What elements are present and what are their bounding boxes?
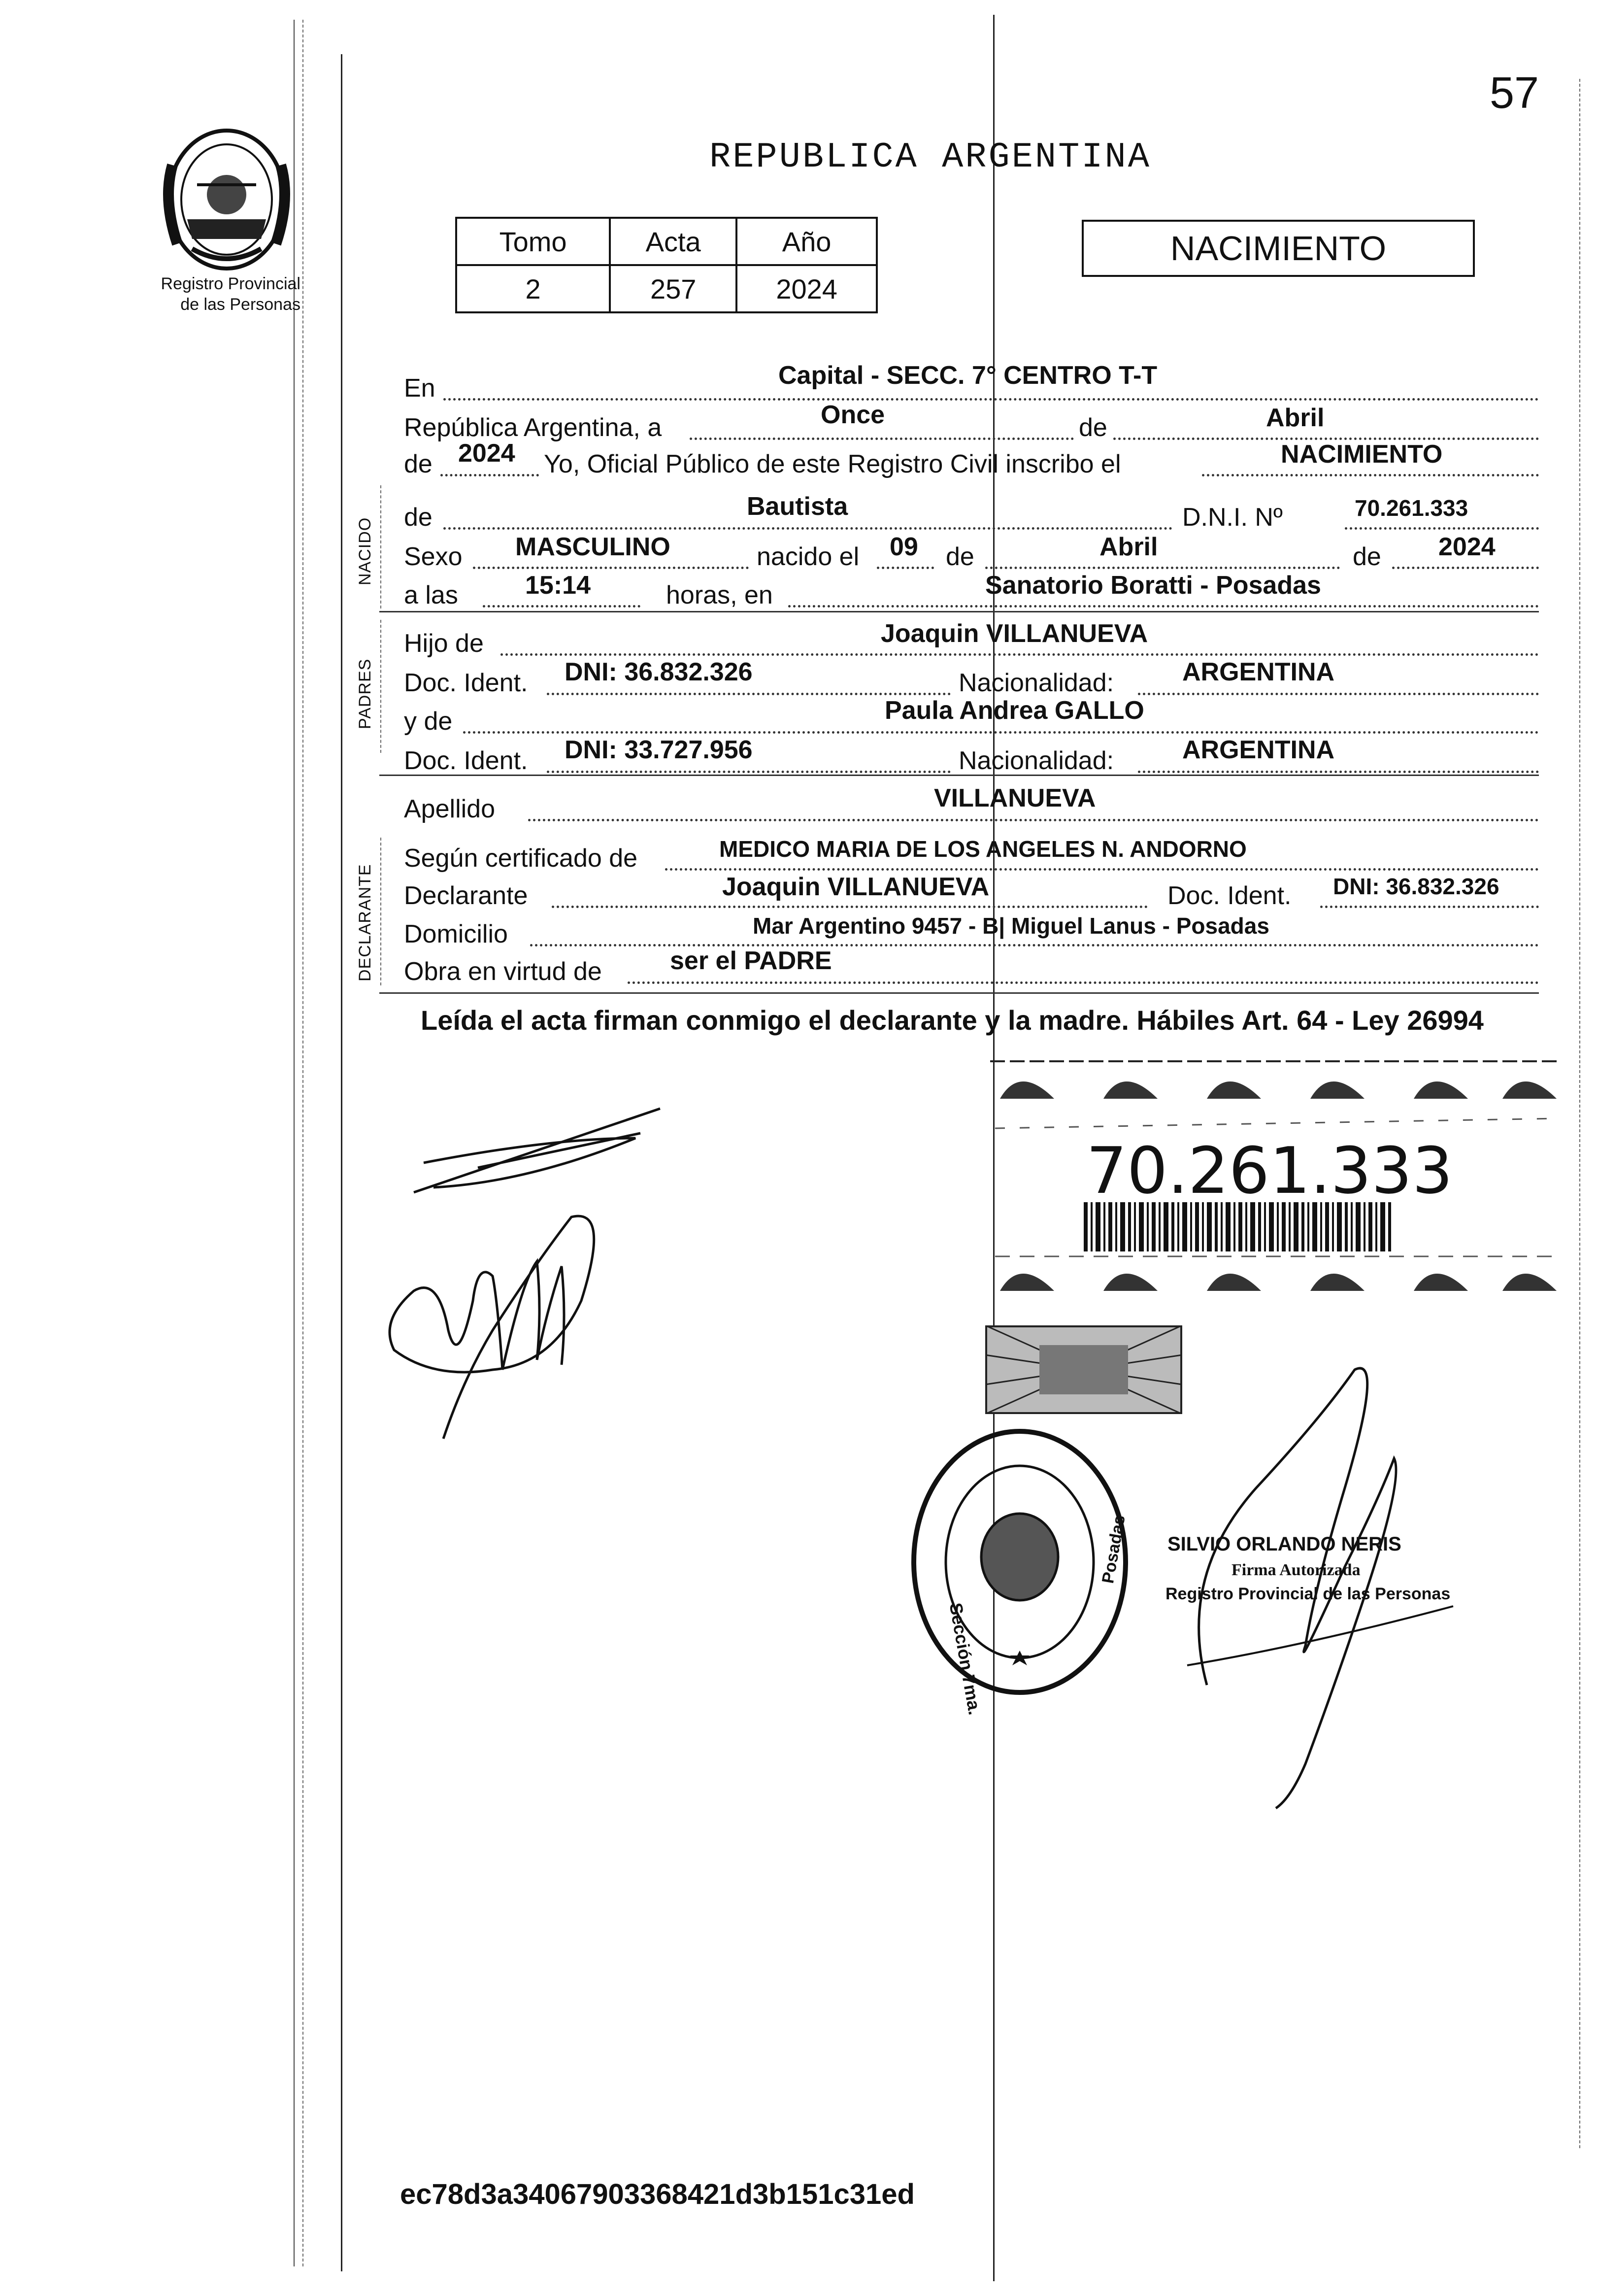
obra-dots (628, 981, 1539, 984)
y-de-label: y de (404, 707, 453, 736)
section-divider (379, 992, 1539, 994)
birth-month-dots (985, 567, 1340, 569)
segun-value: MEDICO MARIA DE LOS ANGELES N. ANDORNO (719, 836, 1247, 862)
doc-ident-label-3: Doc. Ident. (1167, 881, 1292, 910)
madre-nac-value: ARGENTINA (1182, 736, 1335, 764)
madre-doc-dots (547, 771, 951, 773)
madre-dots (463, 731, 1539, 734)
declarante-section-label: DECLARANTE (356, 864, 374, 981)
inscribo-value: NACIMIENTO (1281, 440, 1443, 469)
page-number: 57 (1490, 68, 1539, 118)
birth-year-dots (1392, 567, 1539, 569)
birth-month-value: Abril (1099, 533, 1158, 561)
padre-nac-value: ARGENTINA (1182, 658, 1335, 686)
dni-dots (1345, 527, 1539, 530)
declarante-dots (552, 906, 1148, 908)
en-label: En (404, 374, 435, 403)
apellido-label: Apellido (404, 795, 496, 823)
de-label-3: de (946, 542, 974, 571)
obra-value: ser el PADRE (670, 946, 832, 975)
closing-note: Leída el acta firman conmigo el declarante y la madre. Hábiles Art. 64 - Ley 26994 (421, 1005, 1484, 1036)
sexo-label: Sexo (404, 542, 463, 571)
dni-label: D.N.I. Nº (1182, 503, 1283, 532)
madre-doc-value: DNI: 33.727.956 (565, 736, 753, 764)
margin-rule (341, 54, 342, 2271)
hijo-de-label: Hijo de (404, 629, 484, 658)
section-divider (379, 775, 1539, 776)
year-value: 2024 (458, 439, 515, 468)
padres-section-label: PADRES (356, 658, 374, 729)
record-type-box: NACIMIENTO (1082, 220, 1475, 277)
nacido-section-label: NACIDO (356, 517, 374, 585)
nombre-value: Bautista (747, 492, 848, 521)
declarante-bracket (380, 838, 381, 985)
register-table-values (456, 265, 877, 312)
padre-value: Joaquin VILLANUEVA (881, 619, 1148, 648)
signer-title: Firma Autorizada (1232, 1561, 1361, 1579)
padre-doc-value: DNI: 36.832.326 (565, 658, 753, 686)
birth-year-value: 2024 (1438, 533, 1496, 561)
registry-line-2: de las Personas (180, 295, 300, 314)
madre-nac-dots (1138, 771, 1539, 773)
seal-inner-text-1: Sección 7ma. (945, 1601, 985, 1717)
padre-doc-dots (547, 693, 951, 695)
registry-name (123, 273, 300, 315)
sexo-dots (473, 567, 749, 569)
day-value: Once (821, 401, 885, 429)
padre-dots (500, 653, 1539, 656)
seal-inner-text-2: Posadas (1099, 1514, 1129, 1585)
document-title: REPUBLICA ARGENTINA (709, 137, 1151, 177)
nombre-label: de (404, 503, 433, 532)
margin-rule (302, 20, 303, 2266)
lugar-dots (788, 605, 1539, 608)
value-anio: 2024 (736, 265, 877, 312)
signer-org: Registro Provincial de las Personas (1165, 1585, 1451, 1603)
value-tomo: 2 (456, 265, 610, 312)
dni-value: 70.261.333 (1355, 495, 1468, 521)
header-anio: Año (736, 218, 877, 265)
padre-nac-dots (1138, 693, 1539, 695)
birth-day-dots (877, 567, 934, 569)
de-label-2: de (404, 450, 433, 478)
day-dots (690, 438, 1074, 440)
horas-en-label: horas, en (666, 581, 773, 609)
province-emblem-icon (153, 121, 300, 278)
domicilio-value: Mar Argentino 9457 - B| Miguel Lanus - Posadas (753, 913, 1269, 939)
apellido-value: VILLANUEVA (934, 784, 1096, 812)
obra-label: Obra en virtud de (404, 957, 602, 986)
hora-value: 15:14 (525, 571, 591, 600)
margin-rule (294, 20, 295, 2266)
inscribo-dots (1202, 474, 1539, 476)
declarante-signature (404, 1094, 680, 1202)
header-tomo: Tomo (456, 218, 610, 265)
document-hash: ec78d3a34067903368421d3b151c31ed (400, 2178, 915, 2210)
nombre-dots (443, 527, 1172, 530)
id-sticker (990, 1059, 1562, 1291)
hora-dots (483, 605, 640, 608)
declarante-label: Declarante (404, 881, 528, 910)
registry-line-1: Registro Provincial (161, 274, 300, 293)
en-dots (443, 398, 1539, 401)
doc-ident-label-2: Doc. Ident. (404, 746, 528, 775)
segun-label: Según certificado de (404, 844, 638, 873)
declarante-value: Joaquin VILLANUEVA (722, 873, 990, 901)
nacionalidad-label-2: Nacionalidad: (959, 746, 1114, 775)
en-value: Capital - SECC. 7° CENTRO T-T (778, 361, 1158, 390)
year-dots (440, 474, 539, 476)
month-value: Abril (1266, 404, 1325, 432)
madre-value: Paula Andrea GALLO (885, 696, 1144, 725)
nacido-el-label: nacido el (757, 542, 860, 571)
declarante-doc-value: DNI: 36.832.326 (1333, 874, 1499, 899)
segun-dots (665, 868, 1539, 871)
doc-ident-label: Doc. Ident. (404, 669, 528, 697)
oficial-text: Yo, Oficial Público de este Registro Civil inscribo el (544, 450, 1121, 478)
header-acta: Acta (610, 218, 736, 265)
value-acta: 257 (610, 265, 736, 312)
right-edge-rule (1579, 79, 1580, 2148)
republica-label: República Argentina, a (404, 413, 662, 442)
mother-signature (374, 1202, 631, 1458)
nacionalidad-label: Nacionalidad: (959, 669, 1114, 697)
signer-name: SILVIO ORLANDO NERIS (1167, 1533, 1401, 1555)
birth-day-value: 09 (890, 533, 918, 561)
sticker-number: 70.261.333 (1086, 1133, 1453, 1208)
a-las-label: a las (404, 581, 458, 609)
sexo-value: MASCULINO (515, 533, 670, 561)
province-emblem (153, 121, 300, 278)
register-table (455, 217, 878, 313)
security-hologram (985, 1325, 1182, 1414)
register-table-header (456, 218, 877, 265)
de-label: de (1079, 413, 1107, 442)
apellido-dots (528, 819, 1539, 821)
nacido-bracket (380, 485, 381, 608)
padres-bracket (380, 620, 381, 753)
domicilio-label: Domicilio (404, 920, 508, 948)
de-label-4: de (1353, 542, 1381, 571)
section-divider (379, 611, 1539, 612)
declarante-doc-dots (1320, 906, 1539, 908)
lugar-value: Sanatorio Boratti - Posadas (985, 571, 1321, 600)
